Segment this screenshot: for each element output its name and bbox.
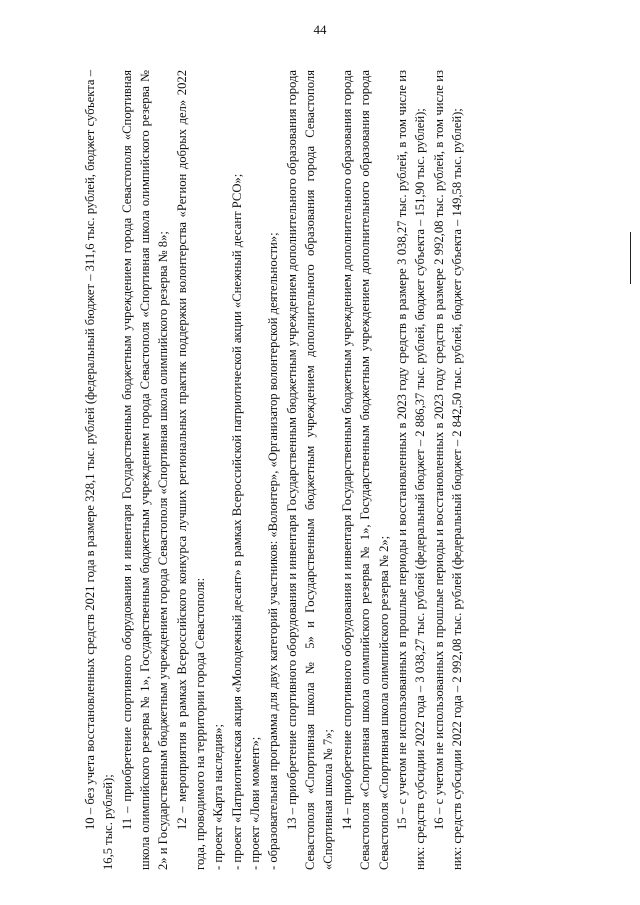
paragraph-footnote-10: 10 – без учета восстановленных средств 2021 года в размере 328,1 тыс. рублей (федеральный бюджет – 311,6 тыс. рублей, бюджет субъекта – 16,5 тыс. рублей); [83,70,116,870]
paragraph-footnote-14: 14 – приобретение спортивного оборудования и инвентаря Государственным бюджетным учреждением дополнительного образования города Севастополя «Спортивная школа олимпийского резерва № 1», Государственным бюджетным учреждением дополнительного образования города Севастополя «Спортивная школа олимпийского резерва № 2»; [339,70,391,870]
document-body [81,70,551,870]
paragraph-footnote-15: 15 – с учетом не использованных в прошлые периоды и восстановленных в 2023 году средств в размере 3 038,27 тыс. рублей, в том числе из них: средств субсидии 2022 года – 3 038,27 тыс. рублей (федеральный бюджет – 2 886,37 тыс. рублей, бюджет субъекта – 151,90 тыс. рублей); [394,70,428,870]
list-item-project-map: - проект «Карта наследия»; [211,723,226,870]
paragraph-footnote-13: 13 – приобретение спортивного оборудования и инвентаря Государственным бюджетным учреждением дополнительного образования города Севастополя «Спортивная школа № 5» и Государственным бюджетным учреждением дополнительного образования города Севастополя «Спортивная школа № 7»; [284,70,336,870]
paragraph-footnote-11: 11 – приобретение спортивного оборудования и инвентаря Государственным бюджетным учреждением города Севастополя «Спортивная школа олимпийского резерва № 1», Государственным бюджетным учреждением города Севастополя «Спортивная школа олимпийского резерва № 2» и Государственным бюджетным учреждением города Севастополя «Спортивная школа олимпийского резерва № 8»; [119,70,171,870]
paragraph-footnote-12: 12 – мероприятия в рамках Всероссийского конкурса лучших региональных практик поддержки волонтерства «Регион добрых дел» 2022 года, проводимого на территории города Севастополя: [174,70,208,870]
paragraph-footnote-16: 16 – с учетом не использованных в прошлые периоды и восстановленных в 2023 году средств в размере 2 992,08 тыс. рублей, в том числе из них: средств субсидии 2022 года – 2 992,08 тыс. рублей (федеральный бюджет – 2 842,50 тыс. рублей, бюджет субъекта – 149,58 тыс. рублей); [431,70,464,870]
scan-edge-mark [630,232,631,284]
page-number: 44 [313,22,327,37]
list-item-project-landing: - проект «Патриотическая акция «Молодежный десант» в рамках Всероссийской патриотической акции «Снежный десант РСО»; [229,173,244,870]
list-item-education-program: - образовательная программа для двух категорий участников: «Волонтер», «Организатор волонтерской деятельности»; [266,232,281,870]
list-item-project-moment: - проект «Лови момент»; [248,736,263,870]
